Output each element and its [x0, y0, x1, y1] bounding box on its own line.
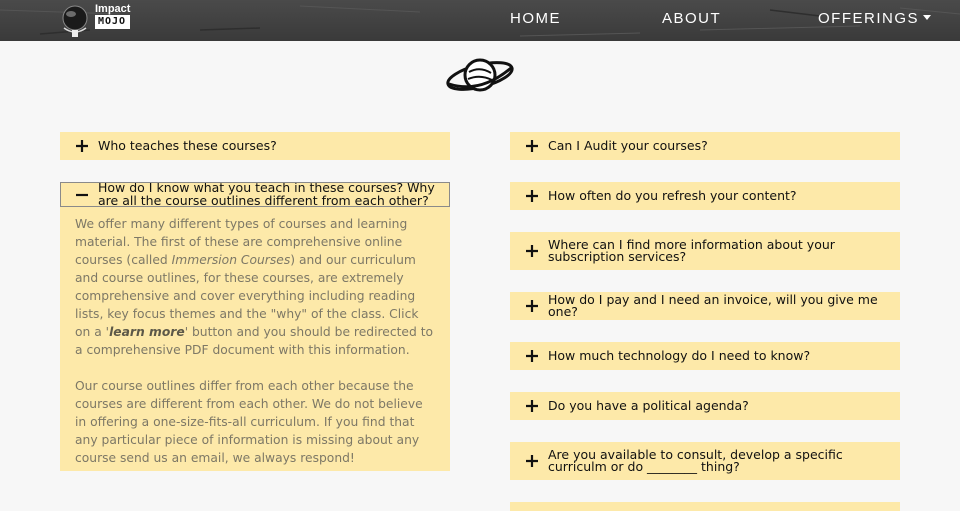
saturn-planet-icon — [445, 54, 515, 98]
logo-text-top: Impact — [95, 3, 131, 15]
faq-question-header[interactable] — [510, 392, 900, 420]
faq-column-left — [60, 132, 450, 493]
faq-item — [510, 182, 900, 210]
faq-question-header[interactable] — [510, 442, 900, 480]
plus-icon — [524, 453, 540, 469]
faq-question-text: Can I Audit your courses? — [548, 137, 708, 153]
faq-question-header[interactable] — [510, 132, 900, 160]
top-navbar — [0, 0, 960, 41]
faq-question-text: Are you available to consult, develop a specific curriculm or do ________ thing? — [548, 446, 843, 474]
logo-text-bottom: MOJO — [95, 15, 130, 29]
nav-home-link[interactable]: HOME — [510, 10, 561, 27]
faq-item — [510, 342, 900, 370]
faq-question-text: How often do you refresh your content? — [548, 187, 797, 203]
faq-question-text: Where can I find more information about your subscription services? — [548, 236, 835, 264]
faq-item — [510, 292, 900, 320]
faq-question-header[interactable] — [510, 182, 900, 210]
answer-emphasis: Immersion Courses — [171, 253, 291, 267]
faq-question-text: Do you have a political agenda? — [548, 397, 749, 413]
faq-item — [510, 232, 900, 270]
faq-question-header[interactable] — [510, 232, 900, 270]
faq-answer-paragraph: Our course outlines differ from each other because the courses are different from each other. We do not believe in offering a one-size-fits-all curriculum. If you find that any particular piece of information is missing about any course send us an email, we always respond! — [75, 379, 423, 465]
nav-about-link[interactable]: ABOUT — [662, 10, 722, 27]
plus-icon — [524, 348, 540, 364]
nav-offerings-label: OFFERINGS — [818, 10, 920, 27]
faq-item — [60, 132, 450, 160]
faq-question-text: How do I know what you teach in these courses? Why are all the course outlines different from each other? — [98, 180, 435, 208]
faq-question-header[interactable] — [60, 182, 450, 207]
faq-question-text: How do I pay and I need an invoice, will you give me one? — [548, 291, 878, 319]
faq-item-partial[interactable] — [510, 502, 900, 511]
faq-answer — [60, 207, 450, 471]
faq-question-header[interactable] — [510, 342, 900, 370]
answer-text: We offer many different types of courses and learning material. The first of these are comprehensive online courses (called — [75, 217, 408, 267]
answer-text: ) and our curriculum and course outlines, for these courses, are extremely comprehensive and cover everything including reading lists, key focus themes and the "why" of the class. Click on a ' — [75, 253, 419, 339]
faq-item — [510, 132, 900, 160]
plus-icon — [524, 298, 540, 314]
faq-question-header[interactable] — [60, 132, 450, 160]
faq-item — [510, 442, 900, 480]
nav-offerings-dropdown[interactable] — [818, 8, 931, 30]
brand-logo[interactable] — [58, 2, 158, 40]
faq-question-text: Who teaches these courses? — [98, 137, 277, 153]
answer-text: ' button and you should be redirected to a comprehensive PDF document with this information. — [75, 325, 434, 357]
plus-icon — [524, 188, 540, 204]
caret-down-icon — [923, 15, 931, 20]
plus-icon — [524, 243, 540, 259]
faq-answer-paragraph — [75, 215, 434, 359]
faq-item-expanded — [60, 182, 450, 471]
minus-icon — [74, 187, 90, 203]
plus-icon — [524, 138, 540, 154]
faq-question-text: How much technology do I need to know? — [548, 347, 811, 363]
plus-icon — [524, 398, 540, 414]
faq-question-header[interactable] — [510, 292, 900, 320]
faq-column-right — [510, 132, 900, 502]
learn-more-reference: learn more — [109, 325, 185, 339]
globe-logo-icon — [58, 2, 94, 40]
plus-icon — [74, 138, 90, 154]
faq-item — [510, 392, 900, 420]
